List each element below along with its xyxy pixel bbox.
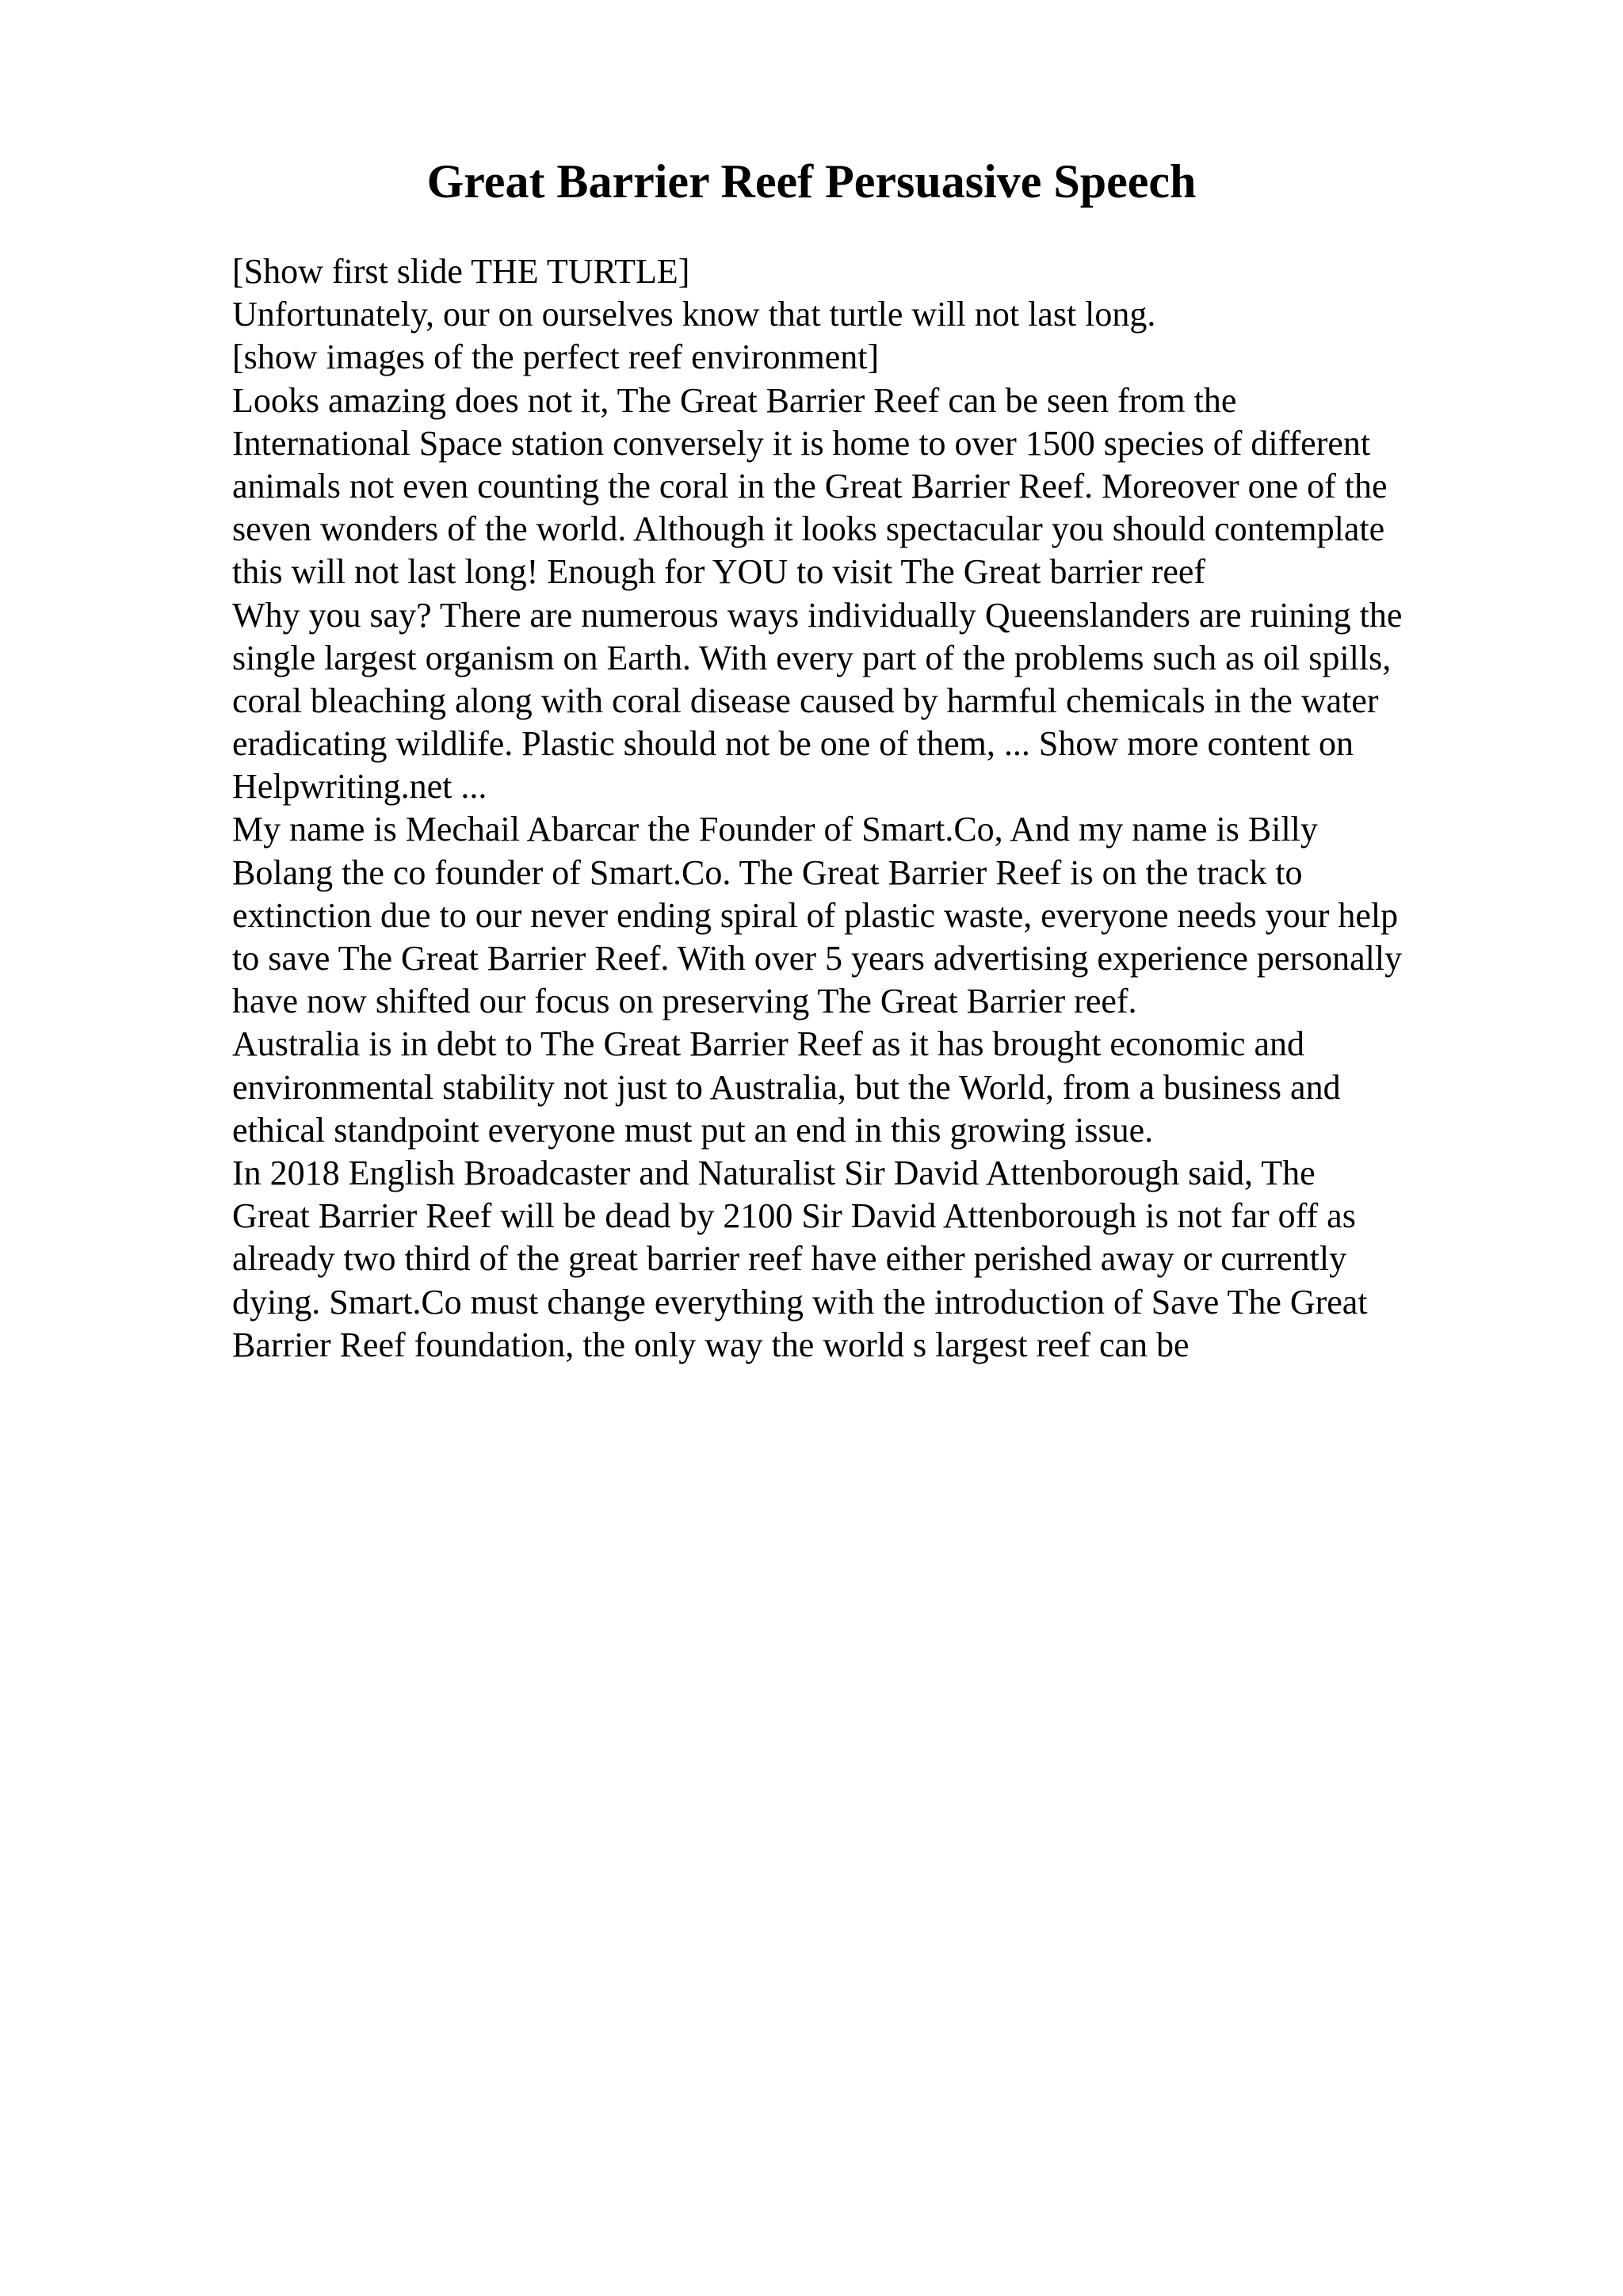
body-line: Bolang the co founder of Smart.Co. The Great Barrier Reef is on the track to xyxy=(232,852,1303,892)
body-line: Looks amazing does not it, The Great Barrier Reef can be seen from the xyxy=(232,380,1237,420)
body-line: dying. Smart.Co must change everything with the introduction of Save The Great xyxy=(232,1282,1368,1322)
body-line: this will not last long! Enough for YOU to visit The Great barrier reef xyxy=(232,552,1206,592)
body-line: International Space station conversely it is home to over 1500 species of different xyxy=(232,423,1371,463)
body-line: Why you say? There are numerous ways individually Queenslanders are ruining the xyxy=(232,595,1403,635)
body-line: My name is Mechail Abarcar the Founder of Smart.Co, And my name is Billy xyxy=(232,810,1318,849)
body-line: to save The Great Barrier Reef. With over 5 years advertising experience personally xyxy=(232,939,1403,978)
body-line: coral bleaching along with coral disease caused by harmful chemicals in the water xyxy=(232,681,1379,720)
body-line: eradicating wildlife. Plastic should not be one of them, ... Show more content on xyxy=(232,724,1354,764)
body-line: [show images of the perfect reef environment] xyxy=(232,338,880,377)
body-line: In 2018 English Broadcaster and Naturalist Sir David Attenborough said, The xyxy=(232,1153,1316,1192)
body-line: Barrier Reef foundation, the only way the world s largest reef can be xyxy=(232,1325,1190,1364)
body-line: have now shifted our focus on preserving The Great Barrier reef. xyxy=(232,982,1137,1021)
body-line: Unfortunately, our on ourselves know that turtle will not last long. xyxy=(232,295,1156,334)
body-line: extinction due to our never ending spiral of plastic waste, everyone needs your help xyxy=(232,895,1399,935)
body-line: single largest organism on Earth. With every part of the problems such as oil spills, xyxy=(232,638,1392,677)
body-line: Helpwriting.net ... xyxy=(232,767,487,807)
body-line: animals not even counting the coral in the Great Barrier Reef. Moreover one of the xyxy=(232,466,1388,505)
body-line: [Show first slide THE TURTLE] xyxy=(232,252,690,291)
body-line: Australia is in debt to The Great Barrier Reef as it has brought economic and xyxy=(232,1024,1304,1064)
document-title: Great Barrier Reef Persuasive Speech xyxy=(426,155,1197,208)
body-line: ethical standpoint everyone must put an end in this growing issue. xyxy=(232,1110,1154,1150)
document-body xyxy=(232,250,1595,1367)
body-line: Great Barrier Reef will be dead by 2100 Sir David Attenborough is not far off as xyxy=(232,1196,1356,1236)
body-line: environmental stability not just to Australia, but the World, from a business and xyxy=(232,1067,1341,1107)
body-line: already two third of the great barrier reef have either perished away or currently xyxy=(232,1239,1347,1279)
body-line: seven wonders of the world. Although it looks spectacular you should contemplate xyxy=(232,509,1385,549)
